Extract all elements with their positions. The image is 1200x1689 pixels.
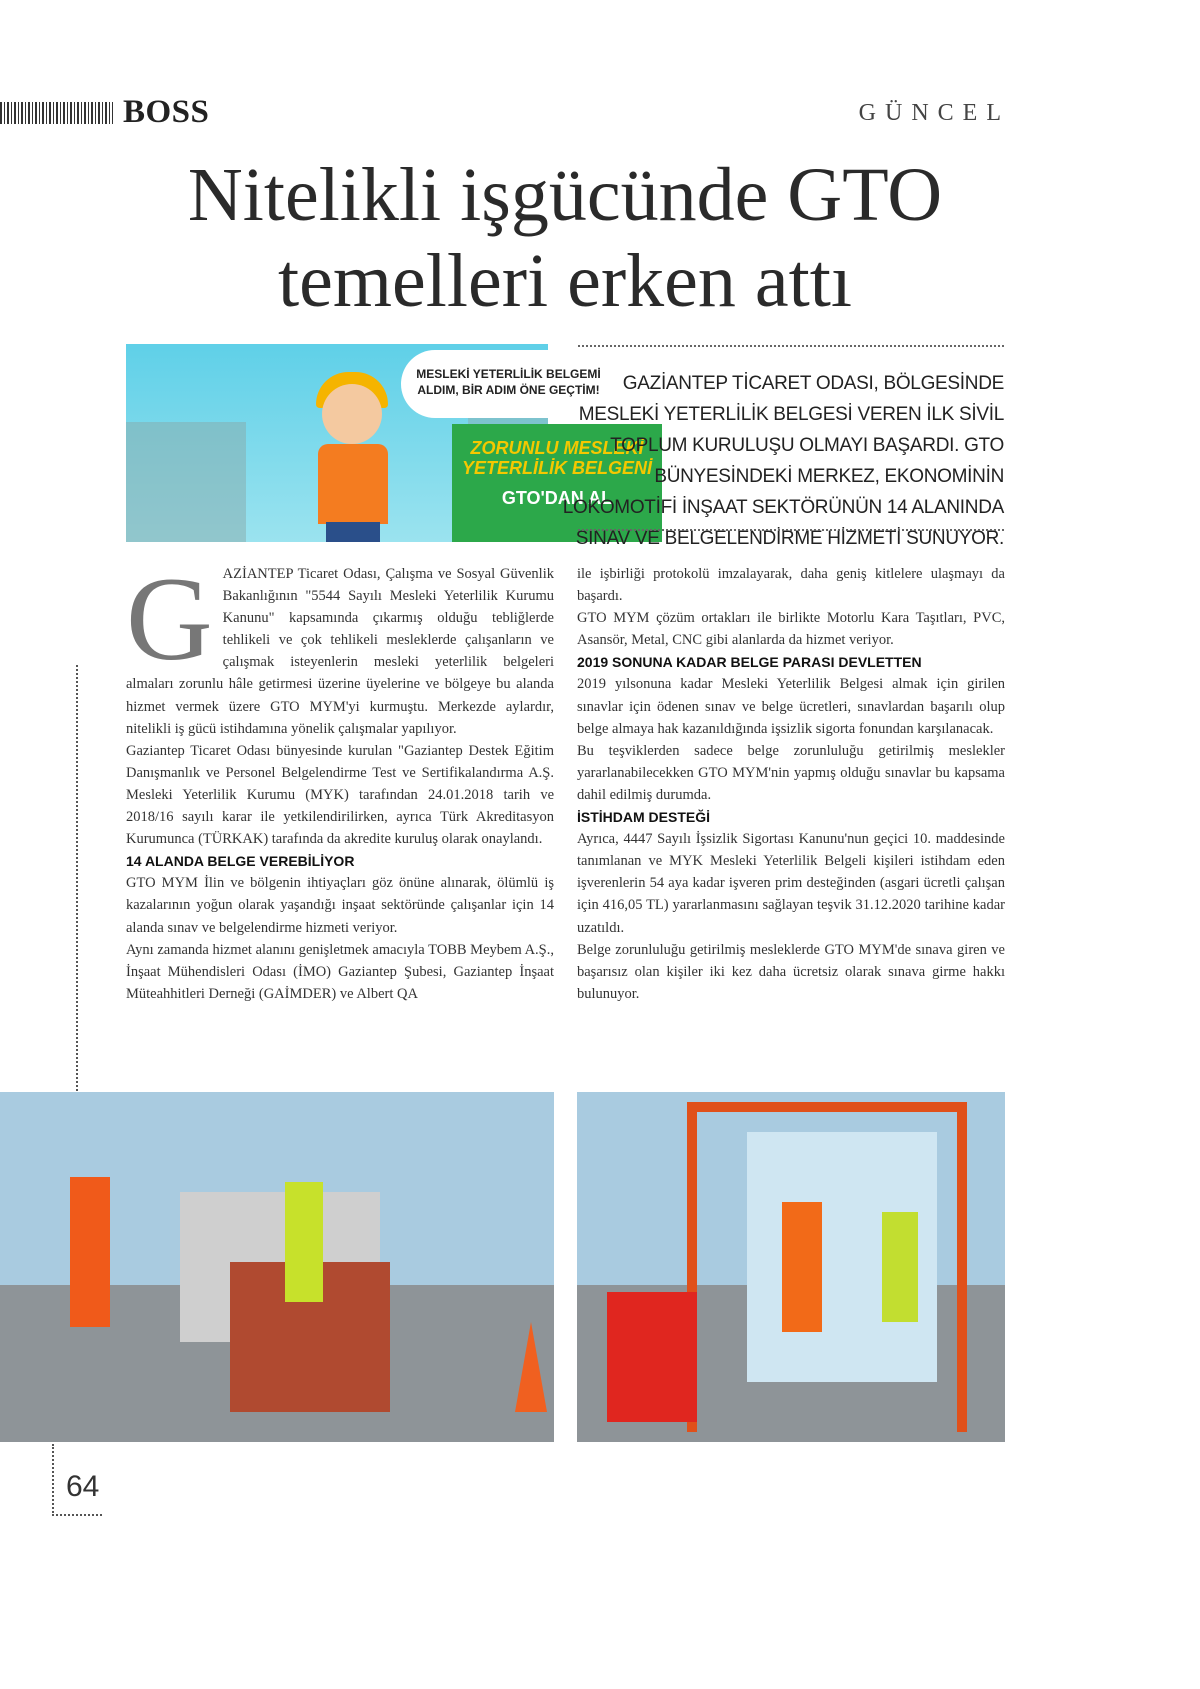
worker-legs bbox=[326, 522, 380, 542]
headline bbox=[60, 152, 1070, 324]
worker-orange-vest bbox=[70, 1177, 110, 1327]
header-barcode-decoration bbox=[0, 102, 113, 124]
paragraph: GTO MYM İlin ve bölgenin ihtiyaçları göz önüne alınarak, ölümlü iş kazalarının yoğun olarak yaşandığı inşaat sektöründe çalışanlar için 14 alanda sınav ve belgelendirme hizmeti veriyor. bbox=[126, 875, 554, 936]
article-column-left bbox=[126, 552, 554, 1005]
paragraph: Bu teşviklerden sadece belge zorunluluğu getirilmiş meslekler yararlanabilecekken GTO MYM'nin yapmış olduğu sınavlar bu kapsama dahil edilmiş durumda. bbox=[577, 742, 1005, 803]
drop-cap: G bbox=[126, 552, 213, 685]
sign-line-2: YETERLİLİK BELGENİ bbox=[461, 458, 652, 478]
paragraph: Ayrıca, 4447 Sayılı İşsizlik Sigortası Kanunu'nun geçici 10. maddesinde tanımlanan ve MYK Mesleki Yeterlilik Belgeli kişileri istihdam eden işverenlerin 54 aya kadar işveren prim desteğinden (asgari ücretli çalışan için 416,05 TL) yararlanmasını sağlayan teşvik 31.12.2020 tarihine kadar uzatıldı. bbox=[577, 831, 1005, 936]
orange-metal-frame bbox=[687, 1102, 967, 1432]
sign-line-3: GTO'DAN AL bbox=[501, 488, 613, 508]
worker-orange-vest bbox=[782, 1202, 822, 1332]
section-label: GÜNCEL bbox=[858, 100, 1010, 126]
paragraph: 2019 yılsonuna kadar Mesleki Yeterlilik Belgesi almak için girilen sınavlar için ödenen sınav ve belge ücretleri, sınavlardan başarılı olup belge almaya hak kazanıldığında işsizlik sigorta fonundan karşılanacak. bbox=[577, 676, 1005, 737]
subheading: İSTİHDAM DESTEĞİ bbox=[577, 809, 711, 826]
bubble-line-1: MESLEKİ YETERLİLİK BELGEMİ bbox=[416, 367, 601, 381]
article-column-right bbox=[577, 563, 1005, 1005]
lead-paragraph: GAZİANTEP TİCARET ODASI, BÖLGESİNDE MESLEKİ YETERLİLİK BELGESİ VEREN İLK SİVİL TOPLUM KURULUŞU OLMAYI BAŞARDI. GTO BÜNYESİNDEKİ MERKEZ, EKONOMİNİN LOKOMOTİFİ İNŞAAT SEKTÖRÜNÜN 14 ALANINDA SINAV VE BELGELENDİRME HİZMETİ SUNUYOR. bbox=[562, 373, 1004, 549]
photo-training-workshop bbox=[0, 1092, 554, 1442]
subheading: 14 ALANDA BELGE VEREBİLİYOR bbox=[126, 853, 355, 870]
lead-divider-bottom bbox=[578, 529, 1004, 531]
vertical-dotted-rule bbox=[76, 665, 78, 1095]
worker-green-vest bbox=[882, 1212, 918, 1322]
photo-exam-booth bbox=[577, 1092, 1005, 1442]
safety-vest bbox=[318, 444, 388, 524]
magazine-logo: BOSS bbox=[123, 94, 210, 130]
page-number: 64 bbox=[52, 1444, 102, 1516]
hero-illustration bbox=[126, 344, 652, 542]
bubble-line-2: ALDIM, BİR ADIM ÖNE GEÇTİM! bbox=[417, 383, 600, 397]
red-tool-cart bbox=[607, 1292, 697, 1422]
headline-line-2: temelleri erken attı bbox=[278, 239, 852, 323]
lead-divider-top bbox=[578, 345, 1004, 347]
worker-green-vest bbox=[285, 1182, 323, 1302]
headline-line-1: Nitelikli işgücünde GTO bbox=[187, 153, 943, 237]
paragraph: Aynı zamanda hizmet alanını genişletmek amacıyla TOBB Meybem A.Ş., İnşaat Mühendisleri Odası (İMO) Gaziantep Şubesi, Gaziantep İnşaat Müteahhitleri Derneği (GAİMDER) ve Albert QA bbox=[126, 941, 554, 1002]
paragraph: Belge zorunluluğu getirilmiş mesleklerde GTO MYM'de sınava giren ve başarısız olan kişiler iki kez daha ücretsiz olarak sınava girme hakkı bulunuyor. bbox=[577, 941, 1005, 1002]
building-silhouette bbox=[126, 422, 246, 542]
traffic-cone-icon bbox=[515, 1322, 547, 1412]
worker-head bbox=[322, 384, 382, 444]
paragraph: Gaziantep Ticaret Odası bünyesinde kurulan "Gaziantep Destek Eğitim Danışmanlık ve Personel Belgelendirme Test ve Sertifikalandırma A.Ş. Mesleki Yeterlilik Kurumu (MYK) tarafından 24.01.2018 tarih ve 2018/16 sayılı karar ile yetkilendirilirken, ayrıca Türk Akreditasyon Kurumunca (TÜRKAK) tarafında da akredite kuruluş olarak onaylandı. bbox=[126, 742, 554, 848]
sign-line-1: ZORUNLU MESLEKİ bbox=[470, 438, 644, 458]
paragraph: ile işbirliği protokolü imzalayarak, daha geniş kitlelere ulaşmayı da başardı. bbox=[577, 566, 1005, 605]
paragraph: AZİANTEP Ticaret Odası, Çalışma ve Sosyal Güvenlik Bakanlığının "5544 Sayılı Mesleki Yeterlilik Kurumu Kanunu" kapsamında çıkarmış olduğu tebliğlerde tehlikeli ve çok tehlikeli mesleklerde çalışanların ve çalışmak isteyenlerin mesleki yeterlilik belgeleri almaları zorunlu hâle getirmesi üzerine üyelerine ve bölgeye bu alanda hizmet vermek üzere GTO MYM'yi kurmuştu. Merkezde aylardır, nitelikli iş gücü istihdamına yönelik çalışmalar yapılıyor. bbox=[126, 566, 554, 737]
subheading: 2019 SONUNA KADAR BELGE PARASI DEVLETTEN bbox=[577, 654, 922, 671]
paragraph: GTO MYM çözüm ortakları ile birlikte Motorlu Kara Taşıtları, PVC, Asansör, Metal, CNC gibi alanlarda da hizmet veriyor. bbox=[577, 610, 1005, 649]
